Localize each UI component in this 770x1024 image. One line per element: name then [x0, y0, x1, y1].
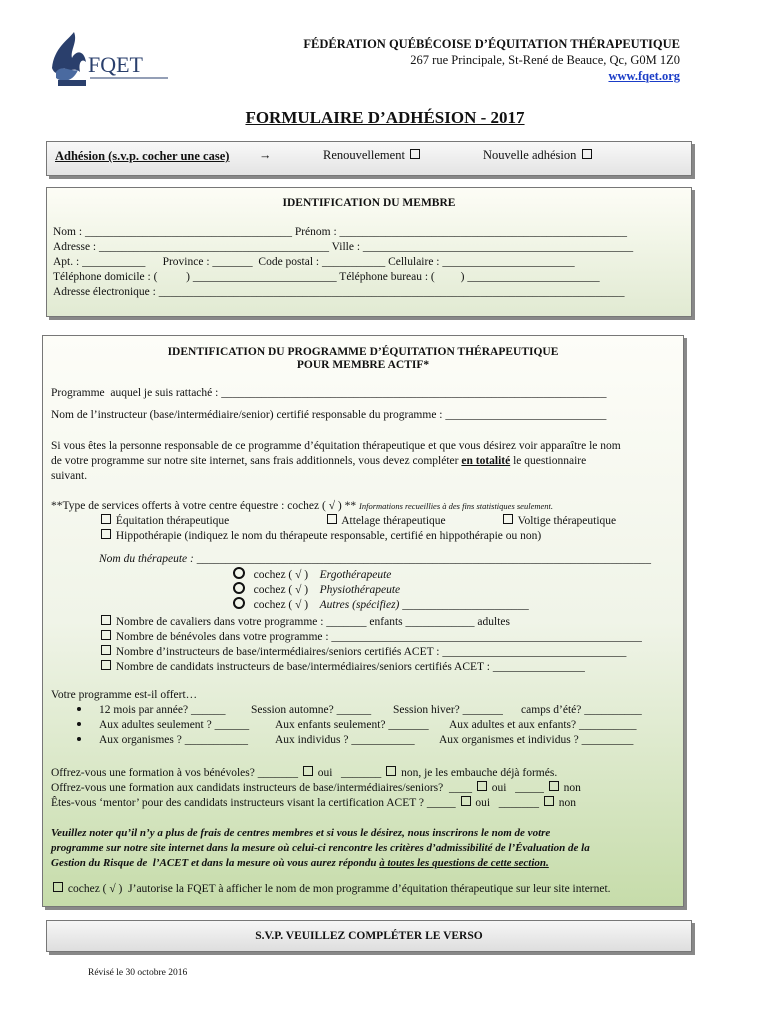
- telephone-field[interactable]: Téléphone domicile : ( ) _________________________ Téléphone bureau : ( ) _______________________: [53, 271, 600, 283]
- ther-autres-radio[interactable]: [233, 597, 245, 609]
- ther-ergo-radio[interactable]: [233, 567, 245, 579]
- ther-autres-label: Autres (spécifiez) ______________________: [319, 599, 529, 611]
- bullet-icon: [77, 722, 81, 726]
- svc-attelage[interactable]: [325, 514, 446, 528]
- ther-ergo[interactable]: [233, 567, 391, 582]
- therapeute-field[interactable]: Nom du thérapeute : _______________________________________________________________________________: [99, 553, 651, 565]
- offert-hiver[interactable]: Session hiver? _______: [393, 704, 503, 716]
- mentor-question[interactable]: [51, 796, 576, 810]
- ther-physio[interactable]: [233, 582, 400, 597]
- ther-physio-label: Physiothérapeute: [319, 584, 401, 596]
- formation-candidats-q: Offrez-vous une formation aux candidats instructeurs de base/intermédiaires/seniors? ____: [51, 782, 473, 794]
- form-title: FORMULAIRE D’ADHÉSION - 2017: [245, 108, 525, 127]
- verso-text: S.V.P. VEUILLEZ COMPLÉTER LE VERSO: [255, 930, 483, 942]
- offert-enfants[interactable]: Aux enfants seulement? _______: [275, 719, 429, 731]
- formation-benevoles-oui: oui _______: [317, 767, 382, 779]
- svc-hippotherapie[interactable]: [99, 529, 541, 543]
- mentor-oui-checkbox[interactable]: [461, 796, 471, 806]
- offert-row-1: [77, 703, 81, 717]
- type-services-label: **Type de services offerts à votre centre équestre : cochez ( √ ) **: [51, 500, 359, 512]
- mentor-q: Êtes-vous ‘mentor’ pour des candidats instructeurs visant la certification ACET ? _____: [51, 797, 456, 809]
- formation-candidats[interactable]: [51, 781, 581, 795]
- arrow-icon: →: [259, 148, 272, 162]
- nb-cavaliers-label: Nombre de cavaliers dans votre programme : _______ enfants ____________ adultes: [115, 616, 510, 628]
- renouvellement-option[interactable]: [323, 148, 422, 163]
- ther-autres[interactable]: [233, 597, 529, 612]
- ther-physio-cochez: cochez ( √ ): [253, 584, 309, 596]
- programme-heading-2: POUR MEMBRE ACTIF*: [296, 359, 430, 371]
- offert-row-3: [77, 733, 81, 747]
- formation-candidats-non: non: [563, 782, 581, 794]
- svc-attelage-label: Attelage thérapeutique: [341, 515, 446, 527]
- offert-organismes[interactable]: Aux organismes ? ___________: [99, 734, 248, 746]
- nb-instructeurs[interactable]: [99, 645, 626, 659]
- info-line-1: Si vous êtes la personne responsable de ce programme d’équitation thérapeutique et que vous désirez voir apparaître le nom: [51, 440, 621, 452]
- nb-benevoles-label: Nombre de bénévoles dans votre programme : ______________________________________________________: [115, 631, 642, 643]
- type-services-line: [51, 499, 553, 513]
- note-line-1: Veuillez noter qu’il n’y a plus de frais de centres membres et si vous le désirez, nous inscrirons le nom de votre: [51, 827, 551, 839]
- svc-hippotherapie-label: Hippothérapie (indiquez le nom du thérapeute responsable, certifié en hippothérapie ou non): [115, 530, 542, 542]
- autorise-option[interactable]: [51, 882, 611, 896]
- formation-benevoles-q: Offrez-vous une formation à vos bénévoles? _______: [51, 767, 298, 779]
- adhesion-label: Adhésion (s.v.p. cocher une case): [55, 149, 230, 163]
- info-line-2c: le questionnaire: [510, 455, 587, 467]
- info-emphasis: en totalité: [461, 455, 511, 467]
- offert-organismes-individus[interactable]: Aux organismes et individus ? _________: [439, 734, 634, 746]
- formation-benevoles[interactable]: [51, 766, 557, 780]
- offert-automne[interactable]: Session automne? ______: [251, 704, 372, 716]
- programme-rattache-field[interactable]: Programme auquel je suis rattaché : ___________________________________________________________________: [51, 387, 607, 399]
- nb-instructeurs-label: Nombre d’instructeurs de base/intermédiaires/seniors certifiés ACET : ________________________________: [115, 646, 627, 658]
- org-header: [303, 36, 680, 84]
- note-line-3a: Gestion du Risque de l’ACET et dans la mesure où vous aurez répondu: [51, 857, 380, 869]
- revision-date: Révisé le 30 octobre 2016: [88, 968, 188, 978]
- nouvelle-checkbox[interactable]: [582, 149, 592, 159]
- formation-benevoles-non: non, je les embauche déjà formés.: [401, 767, 558, 779]
- adresse-ville-field[interactable]: Adresse : ________________________________________ Ville : _______________________________________________: [53, 241, 634, 253]
- offert-ete[interactable]: camps d’été? __________: [521, 704, 642, 716]
- ther-ergo-cochez: cochez ( √ ): [253, 569, 309, 581]
- ther-autres-cochez: cochez ( √ ): [253, 599, 309, 611]
- ther-physio-radio[interactable]: [233, 582, 245, 594]
- org-name: FÉDÉRATION QUÉBÉCOISE D’ÉQUITATION THÉRAPEUTIQUE: [303, 37, 680, 51]
- formation-benevoles-oui-checkbox[interactable]: [303, 766, 313, 776]
- note-line-3b: à toutes les questions de cette section.: [379, 857, 549, 869]
- autorise-label: cochez ( √ ) J’autorise la FQET à afficher le nom de mon programme d’équitation thérapeutique sur leur site internet.: [67, 883, 611, 895]
- offert-individus[interactable]: Aux individus ? ___________: [275, 734, 415, 746]
- offert-adultes-enfants[interactable]: Aux adultes et aux enfants? __________: [449, 719, 637, 731]
- nouvelle-option[interactable]: [483, 148, 594, 163]
- svc-attelage-checkbox[interactable]: [327, 514, 337, 524]
- nb-candidats[interactable]: [99, 660, 585, 674]
- type-services-note: Informations recueillies à des fins statistiques seulement.: [359, 501, 553, 511]
- membre-heading: IDENTIFICATION DU MEMBRE: [282, 197, 456, 209]
- apt-province-field[interactable]: Apt. : ___________ Province : _______ Code postal : ___________ Cellulaire : _______________________: [53, 256, 575, 268]
- note-line-2: programme sur notre site internet dans la mesure où celui-ci rencontre les critères d’admissibilité de l’Évaluation de la: [51, 842, 590, 854]
- formation-benevoles-non-checkbox[interactable]: [386, 766, 396, 776]
- nb-instructeurs-checkbox[interactable]: [101, 645, 111, 655]
- nb-cavaliers-checkbox[interactable]: [101, 615, 111, 625]
- offert-adultes[interactable]: Aux adultes seulement ? ______: [99, 719, 250, 731]
- nb-cavaliers[interactable]: [99, 615, 510, 629]
- membre-box: [46, 187, 692, 317]
- svc-equitation-checkbox[interactable]: [101, 514, 111, 524]
- org-address: 267 rue Principale, St-René de Beauce, Qc, G0M 1Z0: [410, 53, 680, 67]
- renouvellement-label: Renouvellement: [323, 148, 405, 162]
- info-line-2a: de votre programme sur notre site internet, sans frais additionnels, vous devez compléter: [51, 455, 462, 467]
- renouvellement-checkbox[interactable]: [410, 149, 420, 159]
- svc-equitation[interactable]: [99, 514, 229, 528]
- formation-candidats-oui-checkbox[interactable]: [477, 781, 487, 791]
- offert-12mois[interactable]: 12 mois par année? ______: [99, 704, 226, 716]
- fqet-logo: [44, 28, 174, 98]
- bullet-icon: [77, 737, 81, 741]
- autorise-checkbox[interactable]: [53, 882, 63, 892]
- nb-candidats-checkbox[interactable]: [101, 660, 111, 670]
- ther-ergo-label: Ergothérapeute: [319, 569, 392, 581]
- verso-banner: [46, 920, 692, 952]
- offert-heading: Votre programme est-il offert…: [51, 689, 198, 701]
- mentor-non-checkbox[interactable]: [544, 796, 554, 806]
- svc-voltige[interactable]: [501, 514, 616, 528]
- email-field[interactable]: Adresse électronique : _________________________________________________________________________________: [53, 286, 625, 298]
- note-line-3: [51, 856, 549, 870]
- svc-equitation-label: Équitation thérapeutique: [115, 515, 230, 527]
- bullet-icon: [77, 707, 81, 711]
- nb-benevoles[interactable]: [99, 630, 642, 644]
- info-line-3: suivant.: [51, 470, 88, 482]
- nb-candidats-label: Nombre de candidats instructeurs de base/intermédiaires/seniors certifiés ACET : ________________: [115, 661, 585, 673]
- mentor-non: non: [558, 797, 576, 809]
- logo-text: FQET: [88, 52, 143, 77]
- nom-prenom-field[interactable]: Nom : ____________________________________ Prénom : __________________________________________________: [53, 226, 628, 238]
- mentor-oui: oui _______: [475, 797, 539, 809]
- formation-candidats-non-checkbox[interactable]: [549, 781, 559, 791]
- info-line-2: [51, 454, 586, 468]
- svc-hippotherapie-checkbox[interactable]: [101, 529, 111, 539]
- programme-heading-1: IDENTIFICATION DU PROGRAMME D’ÉQUITATION THÉRAPEUTIQUE: [167, 346, 559, 358]
- offert-row-2: [77, 718, 81, 732]
- svc-voltige-checkbox[interactable]: [503, 514, 513, 524]
- formation-candidats-oui: oui _____: [491, 782, 544, 794]
- programme-box: [42, 335, 684, 907]
- adhesion-box: [46, 141, 692, 176]
- website-link[interactable]: www.fqet.org: [608, 69, 680, 83]
- instructeur-field[interactable]: Nom de l’instructeur (base/intermédiaire/senior) certifié responsable du programme : ____________________________: [51, 409, 607, 421]
- nouvelle-label: Nouvelle adhésion: [483, 148, 577, 162]
- svc-voltige-label: Voltige thérapeutique: [517, 515, 617, 527]
- nb-benevoles-checkbox[interactable]: [101, 630, 111, 640]
